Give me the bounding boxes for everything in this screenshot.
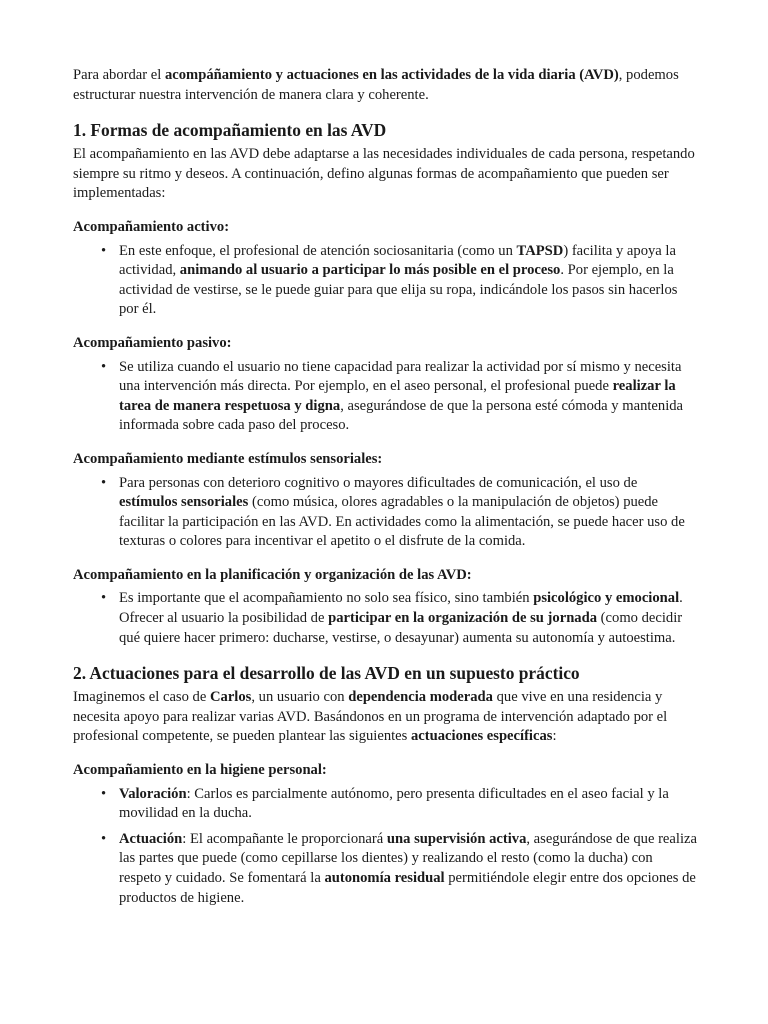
section2-heading: 2. Actuaciones para el desarrollo de las AVD en un supuesto práctico xyxy=(73,663,580,684)
pasivo-title: Acompañamiento pasivo: xyxy=(73,334,232,351)
list-text: . Ofrecer al usuario la posibilidad de xyxy=(119,590,683,627)
list-bold: estímulos sensoriales xyxy=(119,494,249,511)
section2-paragraph xyxy=(73,688,698,747)
para-text: , un usuario con xyxy=(251,689,349,706)
para-text: Imaginemos el caso de xyxy=(73,689,210,706)
bullet-icon: • xyxy=(101,242,107,259)
section1-paragraph: El acompañamiento en las AVD debe adaptarse a las necesidades individuales de cada persona, respetando siempre su ritmo y deseos. A continuación, defino algunas formas de acompañamiento que pueden ser implementadas: xyxy=(73,146,695,202)
sensoriales-title: Acompañamiento mediante estímulos sensoriales: xyxy=(73,450,383,467)
list-item xyxy=(73,474,698,552)
list-item xyxy=(73,242,698,320)
intro-text-end: , podemos estructurar nuestra intervención de manera clara y coherente. xyxy=(73,67,679,103)
bullet-icon: • xyxy=(101,830,107,847)
list-bold: animando al usuario a participar lo más posible en el proceso xyxy=(179,262,561,279)
para-text: : xyxy=(552,728,557,745)
list-text: Se utiliza cuando el usuario no tiene capacidad para realizar la actividad por sí mismo y necesita una intervención más directa. Por ejemplo, en el aseo personal, el profesional puede xyxy=(119,358,682,395)
list-bold: autonomía residual xyxy=(324,870,445,886)
intro-paragraph xyxy=(73,66,698,105)
para-bold: dependencia moderada xyxy=(348,689,493,706)
higiene-title: Acompañamiento en la higiene personal: xyxy=(73,762,327,779)
list-bold: psicológico y emocional xyxy=(533,590,680,607)
list-item-valoracion xyxy=(73,785,698,824)
list-bold: realizar la tarea de manera respetuosa y digna xyxy=(119,378,676,414)
list-text: Para personas con deterioro cognitivo o mayores dificultades de comunicación, el uso de xyxy=(119,474,638,491)
planificacion-list xyxy=(73,589,698,648)
list-bold: Actuación xyxy=(119,830,183,847)
list-item-actuacion xyxy=(73,830,698,908)
list-bold: participar en la organización de su jornada xyxy=(328,610,598,627)
list-text: (como decidir qué quiere hacer primero: ducharse, vestirse, o desayunar) aumenta su autonomía y autoestima. xyxy=(119,610,683,646)
pasivo-list xyxy=(73,358,698,436)
bullet-icon: • xyxy=(101,590,107,607)
list-item xyxy=(73,589,698,648)
list-text: , asegurándose de que la persona esté cómoda y mantenida informada sobre cada paso del proceso. xyxy=(119,397,684,434)
para-bold: Carlos xyxy=(209,689,252,706)
intro-bold: acompáñamiento y actuaciones en las actividades de la vida diaria (AVD) xyxy=(164,67,619,83)
planificacion-title: Acompañamiento en la planificación y organización de las AVD: xyxy=(73,566,472,583)
higiene-list xyxy=(73,785,698,909)
sensoriales-list xyxy=(73,474,698,552)
activo-title: Acompañamiento activo: xyxy=(73,218,230,235)
list-bold: una supervisión activa xyxy=(386,830,527,847)
intro-text: Para abordar el xyxy=(73,67,165,83)
list-text: En este enfoque, el profesional de atención sociosanitaria (como un xyxy=(119,242,517,259)
para-text: que vive en una residencia y necesita apoyo para realizar varias AVD. Basándonos en un programa de intervención adaptado por el profesional competente, se pueden plantear las siguientes xyxy=(73,689,668,745)
bullet-icon: • xyxy=(101,785,107,802)
bullet-icon: • xyxy=(101,358,107,375)
list-text: : Carlos es parcialmente autónomo, pero presenta dificultades en el aseo facial y la movilidad en la ducha. xyxy=(119,785,669,822)
activo-list xyxy=(73,242,698,320)
list-bold: Valoración xyxy=(119,785,187,802)
document-page xyxy=(73,66,698,922)
list-text: (como música, olores agradables o la manipulación de objetos) puede facilitar la participación en las AVD. En actividades como la alimentación, se puede hacer uso de texturas o colores para incentivar el apetito o el disfrute de la comida. xyxy=(119,494,685,550)
list-text: . Por ejemplo, en la actividad de vestirse, se le puede guiar para que elija su ropa, indicándole los pasos sin hacerlos por él. xyxy=(119,262,678,318)
list-text: , asegurándose de que realiza las partes que puede (como cepillarse los dientes) y realizando el resto (como la ducha) con respeto y cuidado. Se fomentará la xyxy=(119,830,697,886)
para-bold: actuaciones específicas xyxy=(410,728,553,745)
list-text: : El acompañante le proporcionará xyxy=(182,830,387,847)
section1-heading: 1. Formas de acompañamiento en las AVD xyxy=(73,120,387,141)
list-item xyxy=(73,358,698,436)
list-text: Es importante que el acompañamiento no solo sea físico, sino también xyxy=(119,590,534,607)
list-text: permitiéndole elegir entre dos opciones de productos de higiene. xyxy=(119,870,696,906)
bullet-icon: • xyxy=(101,474,107,491)
list-bold: TAPSD xyxy=(516,242,564,259)
list-text: ) facilita y apoya la actividad, xyxy=(119,242,676,279)
